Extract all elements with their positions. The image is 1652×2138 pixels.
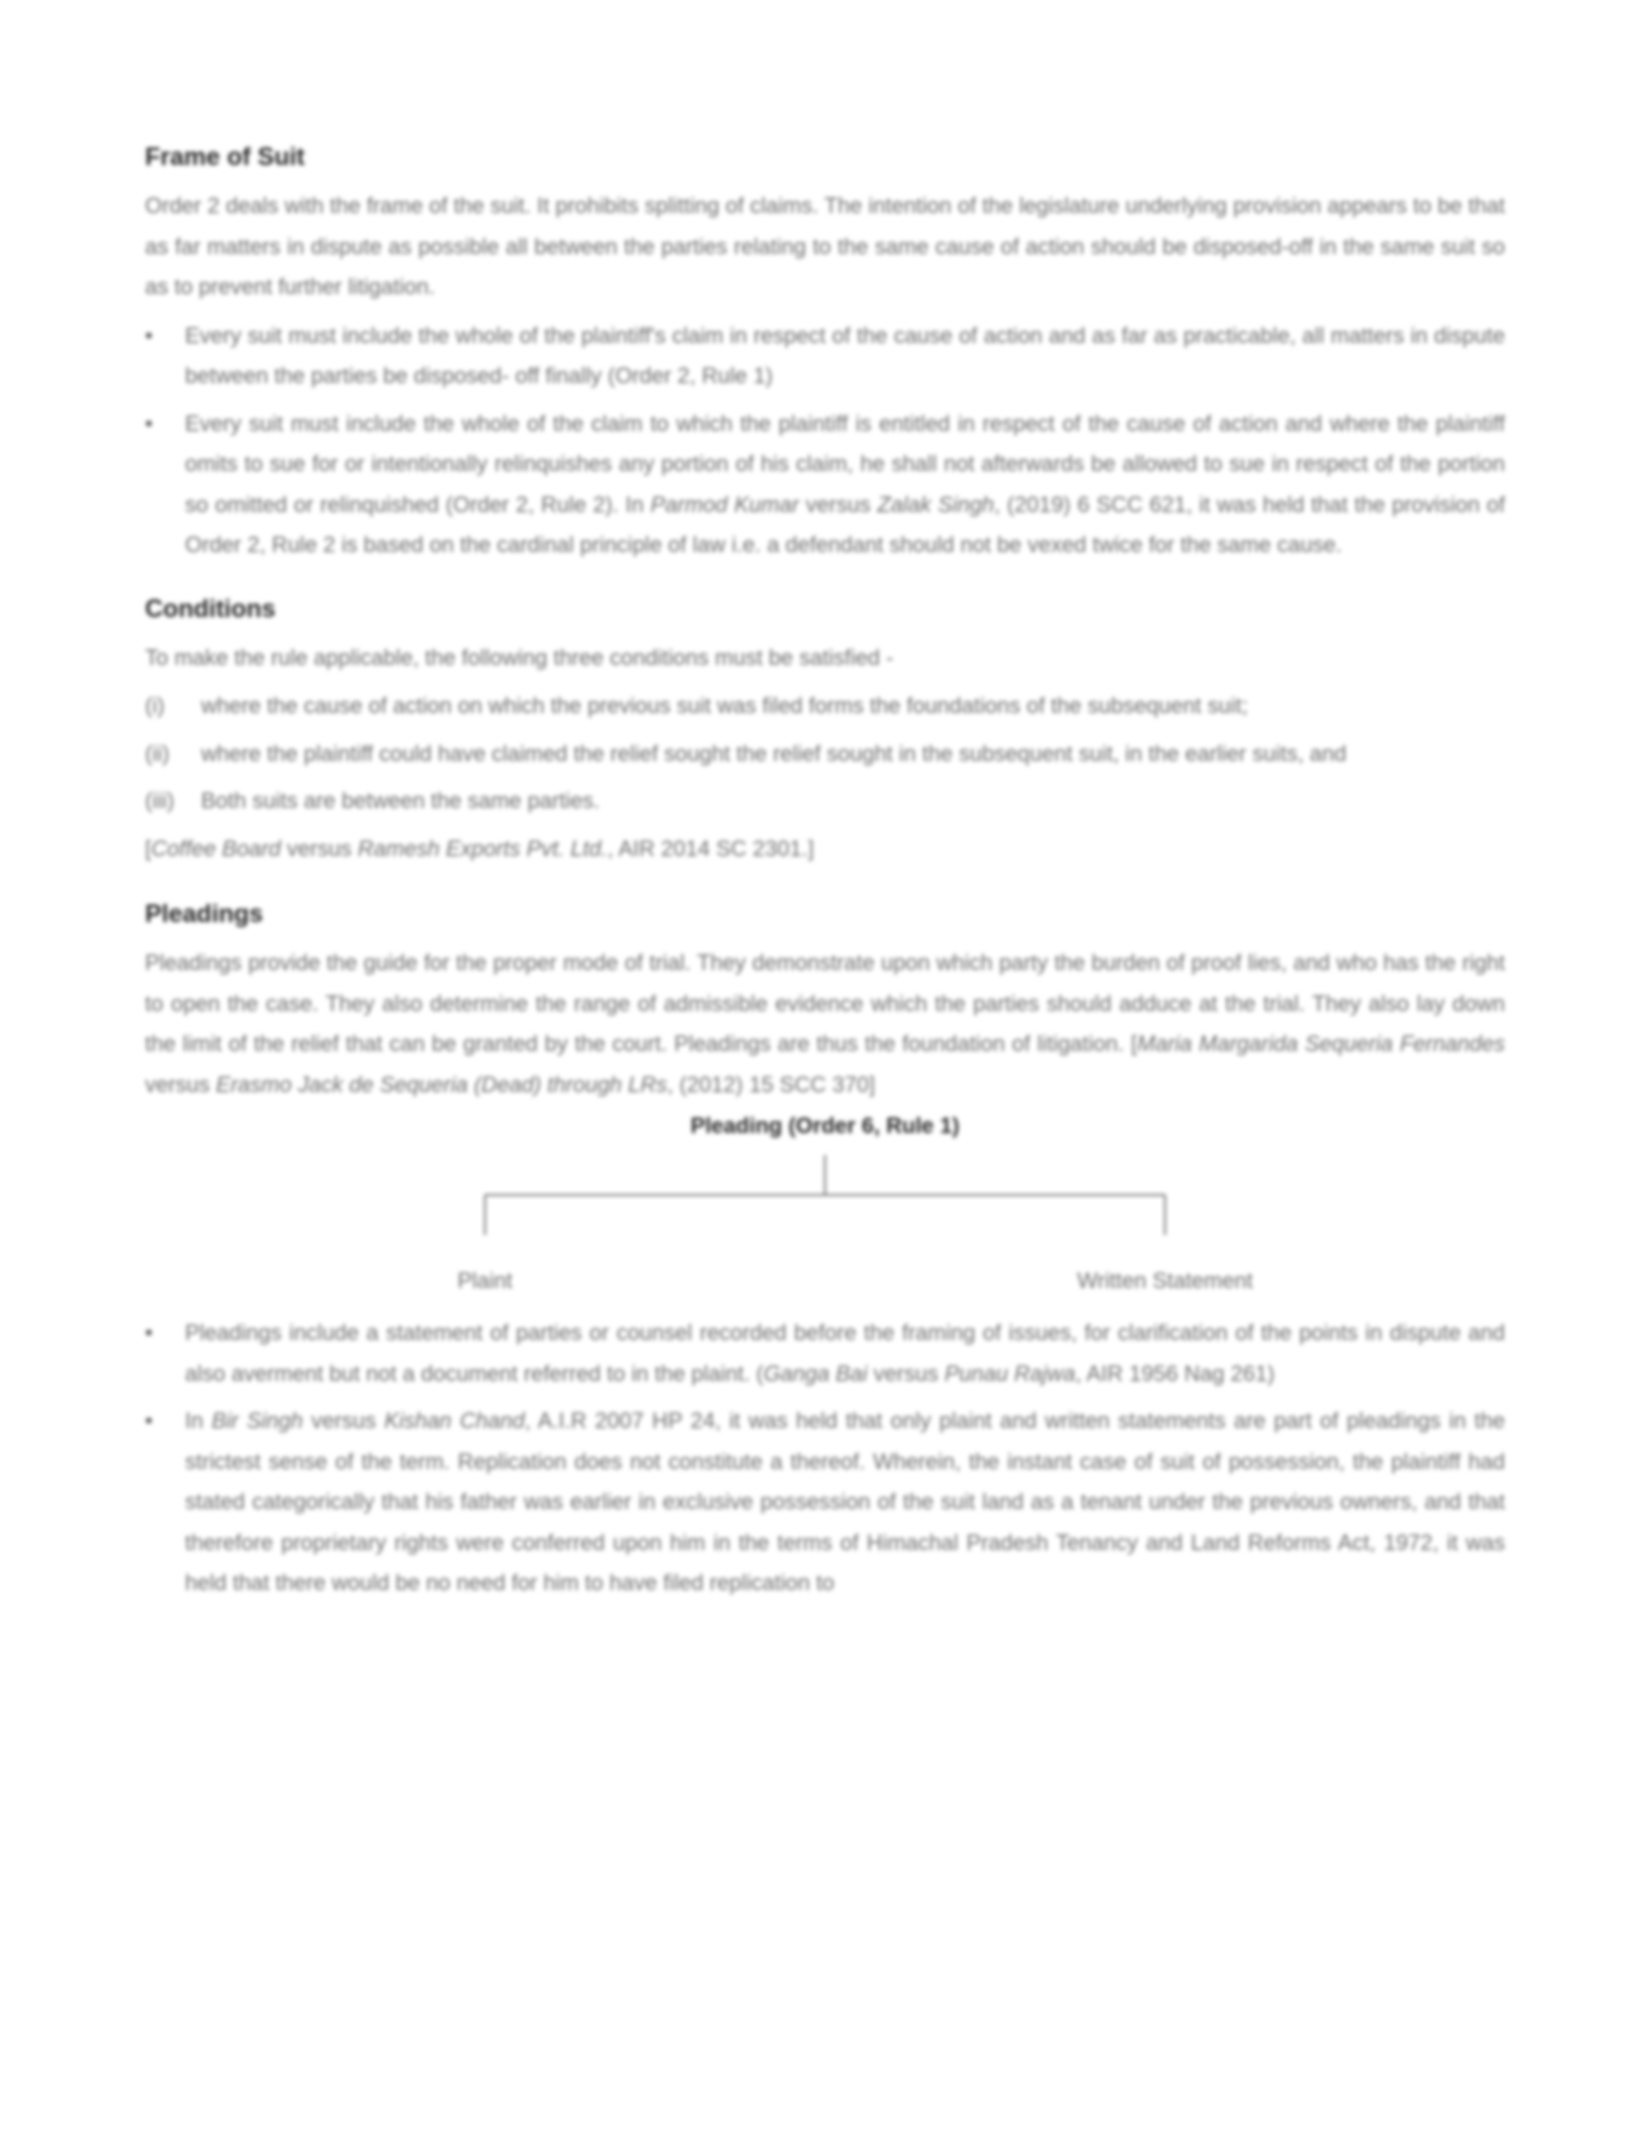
document-page bbox=[145, 140, 1505, 1630]
frame-bullet-list bbox=[145, 316, 1505, 566]
conditions-citation: [Coffee Board versus Ramesh Exports Pvt. Ltd., AIR 2014 SC 2301.] bbox=[145, 835, 814, 861]
list-item: • Every suit must include the whole of the claim to which the plaintiff is entitled in respect of the cause of action and where the plaintiff omits to sue for or intentionally relinquishes any portion of his claim, he shall not afterwards be allowed to sue in respect of the portion so omitted or relinquished (Order 2, Rule 2). In Parmod Kumar versus Zalak Singh, (2019) 6 SCC 621, it was held that the provision of Order 2, Rule 2 is based on the cardinal principle of law i.e. a defendant should not be vexed twice for the same cause. bbox=[145, 404, 1505, 566]
list-item: • In Bir Singh versus Kishan Chand, A.I.R 2007 HP 24, it was held that only plaint and written statements are part of pleadings in the strictest sense of the term. Replication does not constitute a thereof. Wherein, the instant case of suit of possession, the plaintiff had stated categorically that his father was earlier in exclusive possession of the suit land as a tenant under the previous owners, and that therefore proprietary rights were conferred upon him in the terms of Himachal Pradesh Tenancy and Land Reforms Act, 1972, it was held that there would be no need for him to have filed replication to bbox=[145, 1401, 1505, 1604]
pleadings-bullet-list bbox=[145, 1313, 1505, 1604]
case-name: Punau Rajwa bbox=[944, 1360, 1076, 1386]
case-name: Ganga Bai bbox=[763, 1360, 868, 1386]
heading-frame-of-suit: Frame of Suit bbox=[145, 143, 305, 171]
list-item: • Pleadings include a statement of parties or counsel recorded before the framing of issues, for clarification of the points in dispute and also averment but not a document referred to in the plaint. (Ganga Bai versus Punau Rajwa, AIR 1956 Nag 261) bbox=[145, 1313, 1505, 1394]
diagram-leaf-written-statement: Written Statement bbox=[1077, 1268, 1253, 1293]
heading-pleadings: Pleadings bbox=[145, 900, 264, 928]
pleadings-intro: Pleadings provide the guide for the proper mode of trial. They demonstrate upon which party the burden of proof lies, and who has the right to open the case. They also determine the range of admissible evidence which the parties should adduce at the trial. They also lay down the limit of the relief that can be granted by the court. Pleadings are thus the foundation of litigation. [Maria Margarida Sequeria Fernandes versus Erasmo Jack de Sequeria (Dead) through LRs, (2012) 15 SCC 370] bbox=[145, 950, 1505, 1097]
list-item bbox=[145, 316, 1505, 397]
case-name: Kishan Chand bbox=[384, 1408, 525, 1433]
case-name: Coffee Board bbox=[151, 835, 281, 861]
frame-intro: Order 2 deals with the frame of the suit. It prohibits splitting of claims. The intention of the legislature underlying provision appears to be that as far matters in dispute as possible all between the parties relating to the same cause of action should be disposed-off in the same suit so as to prevent further litigation. bbox=[145, 193, 1505, 299]
list-item: (iii) Both suits are between the same parties. bbox=[145, 788, 600, 813]
case-name: Ramesh Exports Pvt. Ltd. bbox=[357, 835, 608, 861]
list-item: (ii) where the plaintiff could have claimed the relief sought the relief sought in the subsequent suit, in the earlier suits, and bbox=[145, 740, 1347, 766]
diagram-leaf-plaint: Plaint bbox=[457, 1268, 513, 1293]
diagram-root-label: Pleading (Order 6, Rule 1) bbox=[690, 1113, 960, 1138]
frame-bullet-1: Every suit must include the whole of the plaintiff's claim in respect of the cause of action and as far as practicable, all matters in dispute between the parties be disposed- off finally (Order 2, Rule 1) bbox=[185, 322, 1505, 388]
case-name: Maria Margarida Sequeria Fernandes bbox=[1137, 1031, 1505, 1056]
case-name: Parmod Kumar bbox=[650, 491, 800, 517]
heading-conditions: Conditions bbox=[145, 594, 276, 623]
conditions-intro: To make the rule applicable, the following three conditions must be satisfied - bbox=[145, 644, 894, 670]
case-name: Bir Singh bbox=[211, 1408, 303, 1433]
list-item: (i) where the cause of action on which the previous suit was filed forms the foundations of the subsequent suit; bbox=[145, 693, 1248, 718]
case-name: Zalak Singh bbox=[877, 491, 995, 517]
pleading-tree-diagram bbox=[145, 1113, 1505, 1313]
conditions-list bbox=[145, 686, 1505, 822]
case-name: Erasmo Jack de Sequeria (Dead) through LRs bbox=[215, 1071, 668, 1097]
